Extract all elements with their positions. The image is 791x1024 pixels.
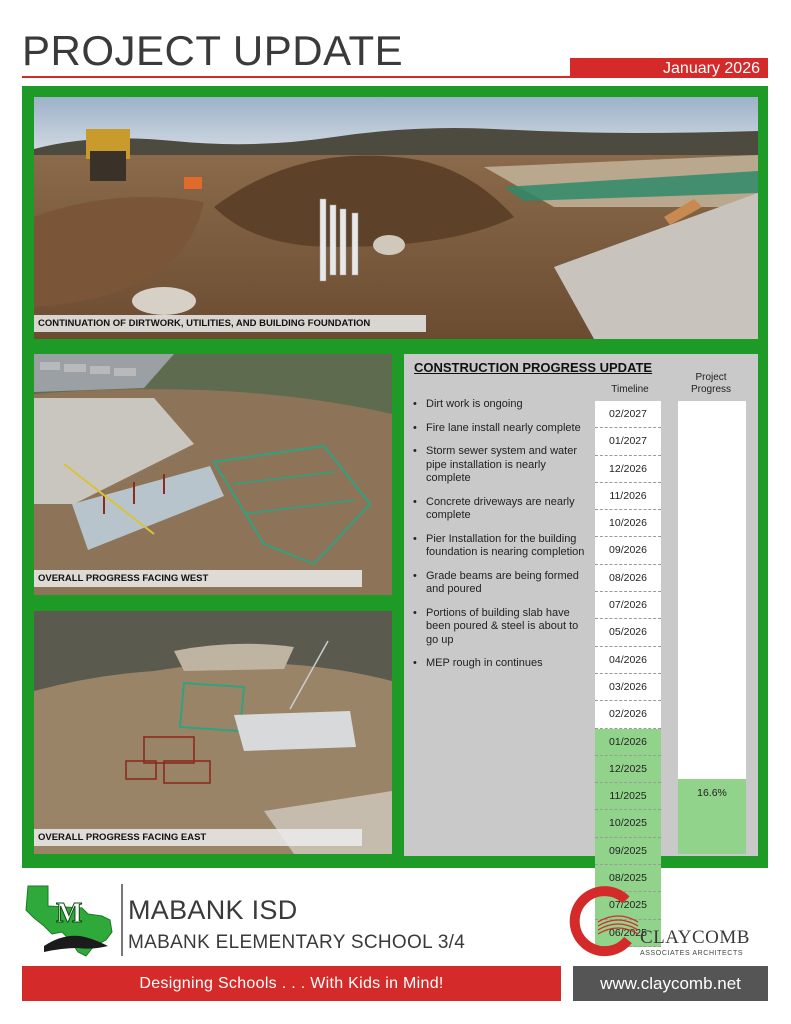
mabank-texas-logo: [22, 880, 120, 960]
firm-subtitle: ASSOCIATES ARCHITECTS: [640, 950, 744, 957]
progress-bullet: • Dirt work is ongoing: [412, 398, 592, 412]
timeline-row: 03/2026: [595, 674, 661, 701]
mabank-logo-letter: M: [56, 898, 83, 929]
project-progress-header-line1: Project: [695, 372, 727, 383]
project-progress-header-line2: Progress: [690, 384, 731, 395]
timeline-row: 09/2026: [595, 537, 661, 564]
firm-name: CLAYCOMB: [640, 927, 750, 948]
timeline-row: 02/2027: [595, 401, 661, 428]
timeline-header: Timeline: [611, 384, 649, 395]
timeline-row: 01/2027: [595, 428, 661, 455]
project-progress-value: 16.6%: [697, 787, 727, 799]
timeline-row: 08/2025: [595, 865, 661, 892]
progress-bullet: • Grade beams are being formed and poured: [412, 570, 592, 597]
timeline-row: 09/2025: [595, 838, 661, 865]
timeline-row: 04/2026: [595, 647, 661, 674]
caption-dirtwork: CONTINUATION OF DIRTWORK, UTILITIES, AND BUILDING FOUNDATION: [34, 315, 426, 332]
progress-bullet: • Pier Installation for the building foundation is nearing completion: [412, 533, 592, 560]
footer-divider: [121, 884, 123, 956]
caption-facing-west: OVERALL PROGRESS FACING WEST: [34, 570, 362, 587]
project-progress-header: [676, 372, 746, 396]
timeline-row: 10/2025: [595, 810, 661, 837]
timeline-row: 07/2026: [595, 592, 661, 619]
timeline-row: 12/2025: [595, 756, 661, 783]
photo-dirtwork: [34, 97, 758, 339]
district-name: MABANK ISD: [128, 895, 298, 925]
timeline-row: 07/2025: [595, 892, 661, 919]
claycomb-logo-icon: [568, 882, 640, 958]
photo-facing-west: [34, 354, 392, 595]
timeline-column: [595, 401, 661, 947]
timeline-row: 11/2026: [595, 483, 661, 510]
progress-bullet: • Storm sewer system and water pipe installation is nearly complete: [412, 445, 592, 486]
timeline-row: 12/2026: [595, 456, 661, 483]
timeline-row: 06/2025: [595, 920, 661, 947]
timeline-row: 01/2026: [595, 729, 661, 756]
photo-facing-east: [34, 611, 392, 854]
progress-bullet: • Concrete driveways are nearly complete: [412, 496, 592, 523]
progress-bullet-list: [412, 398, 592, 681]
progress-bullet: • Fire lane install nearly complete: [412, 422, 592, 436]
timeline-row: 10/2026: [595, 510, 661, 537]
progress-panel-title: CONSTRUCTION PROGRESS UPDATE: [414, 360, 653, 375]
timeline-row: 08/2026: [595, 565, 661, 592]
caption-facing-east: OVERALL PROGRESS FACING EAST: [34, 829, 362, 846]
date-badge: January 2026: [570, 58, 768, 78]
project-progress-bar: [678, 401, 746, 854]
timeline-row: 02/2026: [595, 701, 661, 728]
progress-bullet: • Portions of building slab have been poured & steel is about to go up: [412, 607, 592, 648]
progress-bullet: • MEP rough in continues: [412, 657, 592, 671]
school-name: MABANK ELEMENTARY SCHOOL 3/4: [128, 932, 466, 953]
tagline-banner: Designing Schools . . . With Kids in Mind!: [22, 966, 561, 1001]
page-title: PROJECT UPDATE: [22, 27, 404, 74]
website-link[interactable]: www.claycomb.net: [573, 966, 768, 1001]
timeline-row: 11/2025: [595, 783, 661, 810]
timeline-row: 05/2026: [595, 619, 661, 646]
